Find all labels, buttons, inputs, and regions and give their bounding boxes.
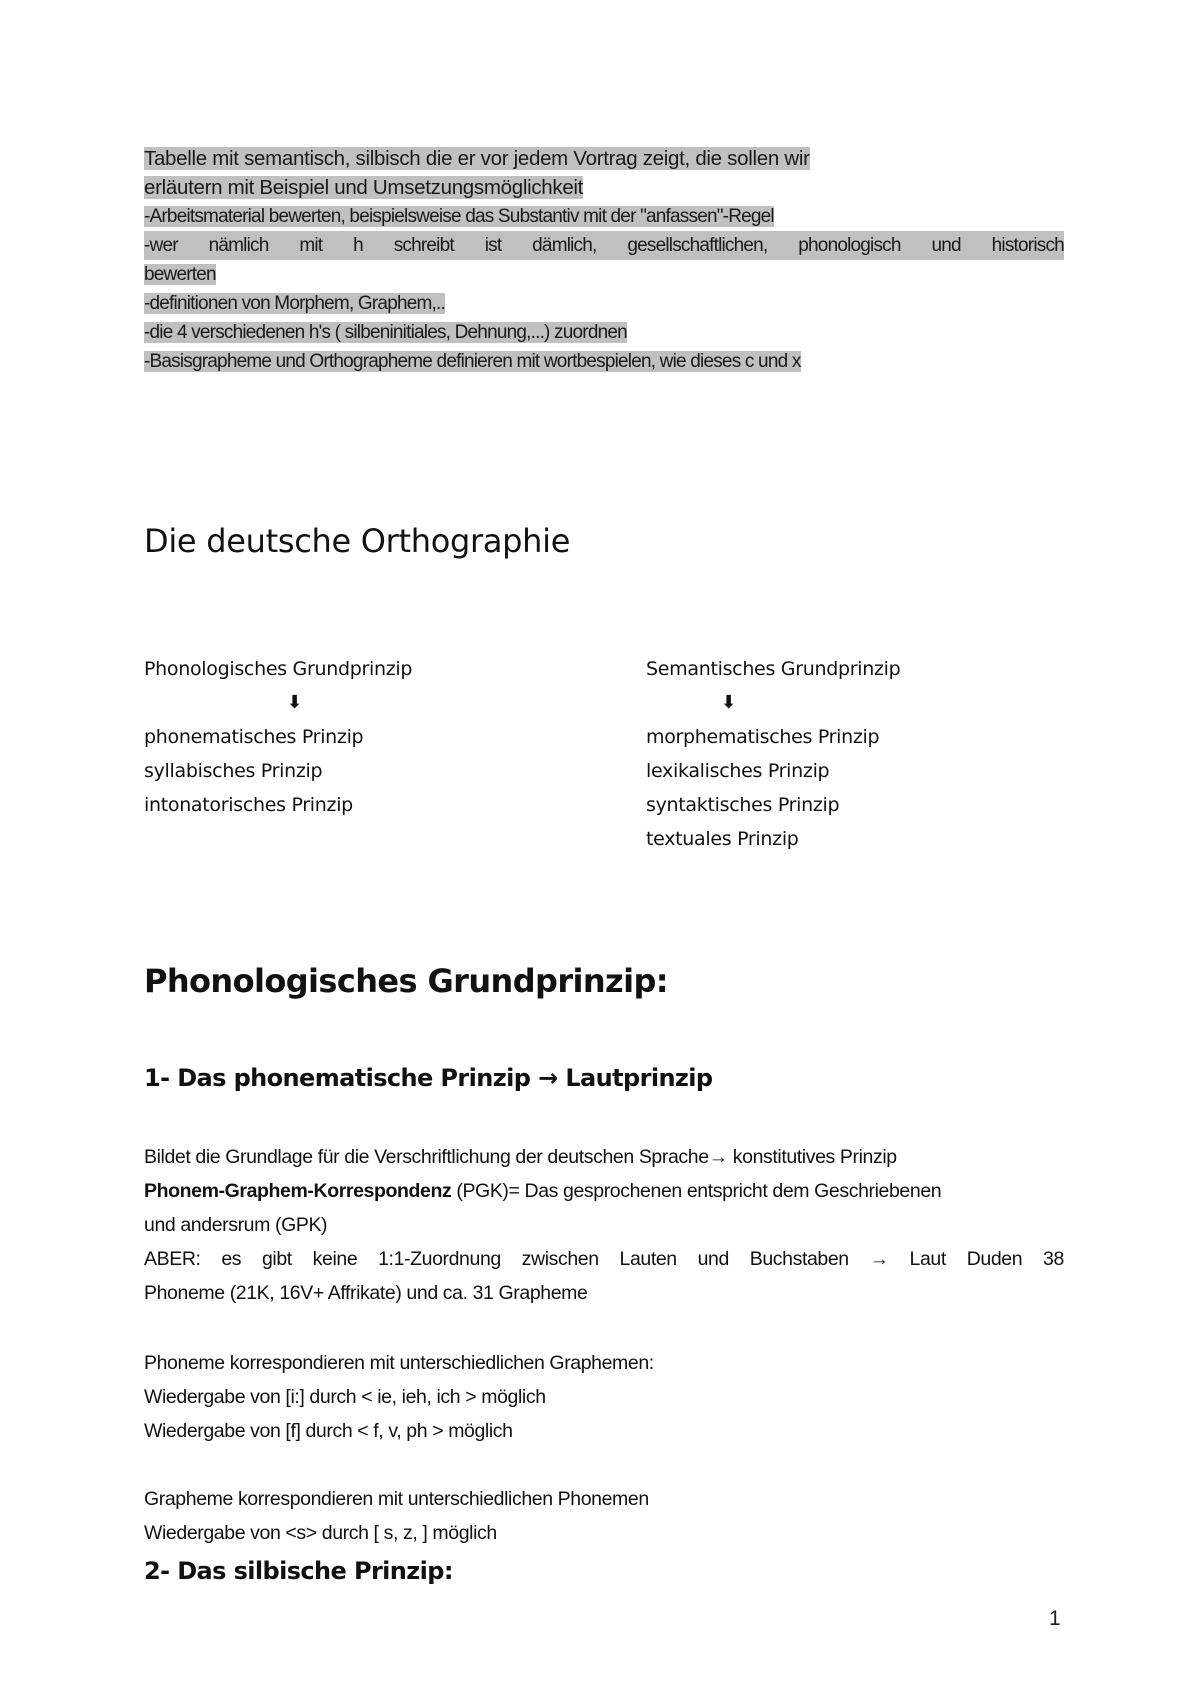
- paragraph-block: [144, 1346, 1064, 1448]
- note-line: -Basisgrapheme und Orthographeme definieren mit wortbespielen, wie dieses c und x: [144, 351, 801, 372]
- document-title: Die deutsche Orthographie: [144, 522, 571, 560]
- text-line: und andersrum (GPK): [144, 1214, 328, 1236]
- principle-item: syllabisches Prinzip: [144, 760, 323, 782]
- column-heading: Phonologisches Grundprinzip: [144, 658, 413, 680]
- principle-item: lexikalisches Prinzip: [646, 760, 830, 782]
- page-number: 1: [1049, 1607, 1061, 1630]
- text-line: Phoneme (21K, 16V+ Affrikate) und ca. 31 Grapheme: [144, 1282, 588, 1304]
- arrow-down-icon: ⬇: [721, 692, 737, 713]
- note-line: erläutern mit Beispiel und Umsetzungsmöglichkeit: [144, 176, 584, 199]
- note-line: bewerten: [144, 264, 216, 285]
- note-line: -Arbeitsmaterial bewerten, beispielsweise das Substantiv mit der "anfassen"-Regel: [144, 206, 774, 227]
- arrow-down-icon: ⬇: [287, 692, 303, 713]
- note-line: Tabelle mit semantisch, silbisch die er vor jedem Vortrag zeigt, die sollen wir: [144, 147, 810, 170]
- phonological-column: [144, 652, 412, 822]
- text-line: Wiedergabe von <s> durch [ s, z, ] möglich: [144, 1522, 497, 1544]
- note-line: -die 4 verschiedenen h's ( silbeninitiales, Dehnung,...) zuordnen: [144, 322, 627, 343]
- principle-item: syntaktisches Prinzip: [646, 794, 840, 816]
- text-line: Phonem-Graphem-Korrespondenz (PGK)= Das gesprochenen entspricht dem Geschriebenen: [144, 1180, 942, 1202]
- subsection-heading: 2- Das silbische Prinzip:: [144, 1557, 453, 1585]
- arrow-right-icon: →: [869, 1248, 889, 1270]
- paragraph-block: [144, 1140, 1064, 1310]
- text-line: Wiedergabe von [i:] durch < ie, ieh, ich > möglich: [144, 1386, 546, 1408]
- text-line: Phoneme korrespondieren mit unterschiedlichen Graphemen:: [144, 1352, 654, 1374]
- principle-item: textuales Prinzip: [646, 828, 799, 850]
- semantic-column: [646, 652, 900, 856]
- text-line: Wiedergabe von [f] durch < f, v, ph > möglich: [144, 1420, 513, 1442]
- note-line: -definitionen von Morphem, Graphem,..: [144, 293, 445, 314]
- column-heading: Semantisches Grundprinzip: [646, 658, 901, 680]
- principle-item: morphematisches Prinzip: [646, 726, 880, 748]
- principle-item: intonatorisches Prinzip: [144, 794, 353, 816]
- text-line-justified: ABER: es gibt keine 1:1-Zuordnung zwischen Lauten und Buchstaben → Laut Duden 38: [144, 1242, 1064, 1276]
- highlighted-notes: [144, 144, 1064, 376]
- note-line-justified: -wer nämlich mit h schreibt ist dämlich, gesellschaftlichen, phonologisch und historisch: [144, 231, 1064, 260]
- principle-item: phonematisches Prinzip: [144, 726, 364, 748]
- subsection-heading: 1- Das phonematische Prinzip → Lautprinzip: [144, 1064, 713, 1092]
- bold-term: Phonem-Graphem-Korrespondenz: [144, 1180, 452, 1202]
- paragraph-block: [144, 1482, 1064, 1550]
- text-line: Grapheme korrespondieren mit unterschiedlichen Phonemen: [144, 1488, 649, 1510]
- section-heading: Phonologisches Grundprinzip:: [144, 962, 668, 1000]
- text-line: Bildet die Grundlage für die Verschriftlichung der deutschen Sprache→ konstitutives Prinzip: [144, 1146, 897, 1168]
